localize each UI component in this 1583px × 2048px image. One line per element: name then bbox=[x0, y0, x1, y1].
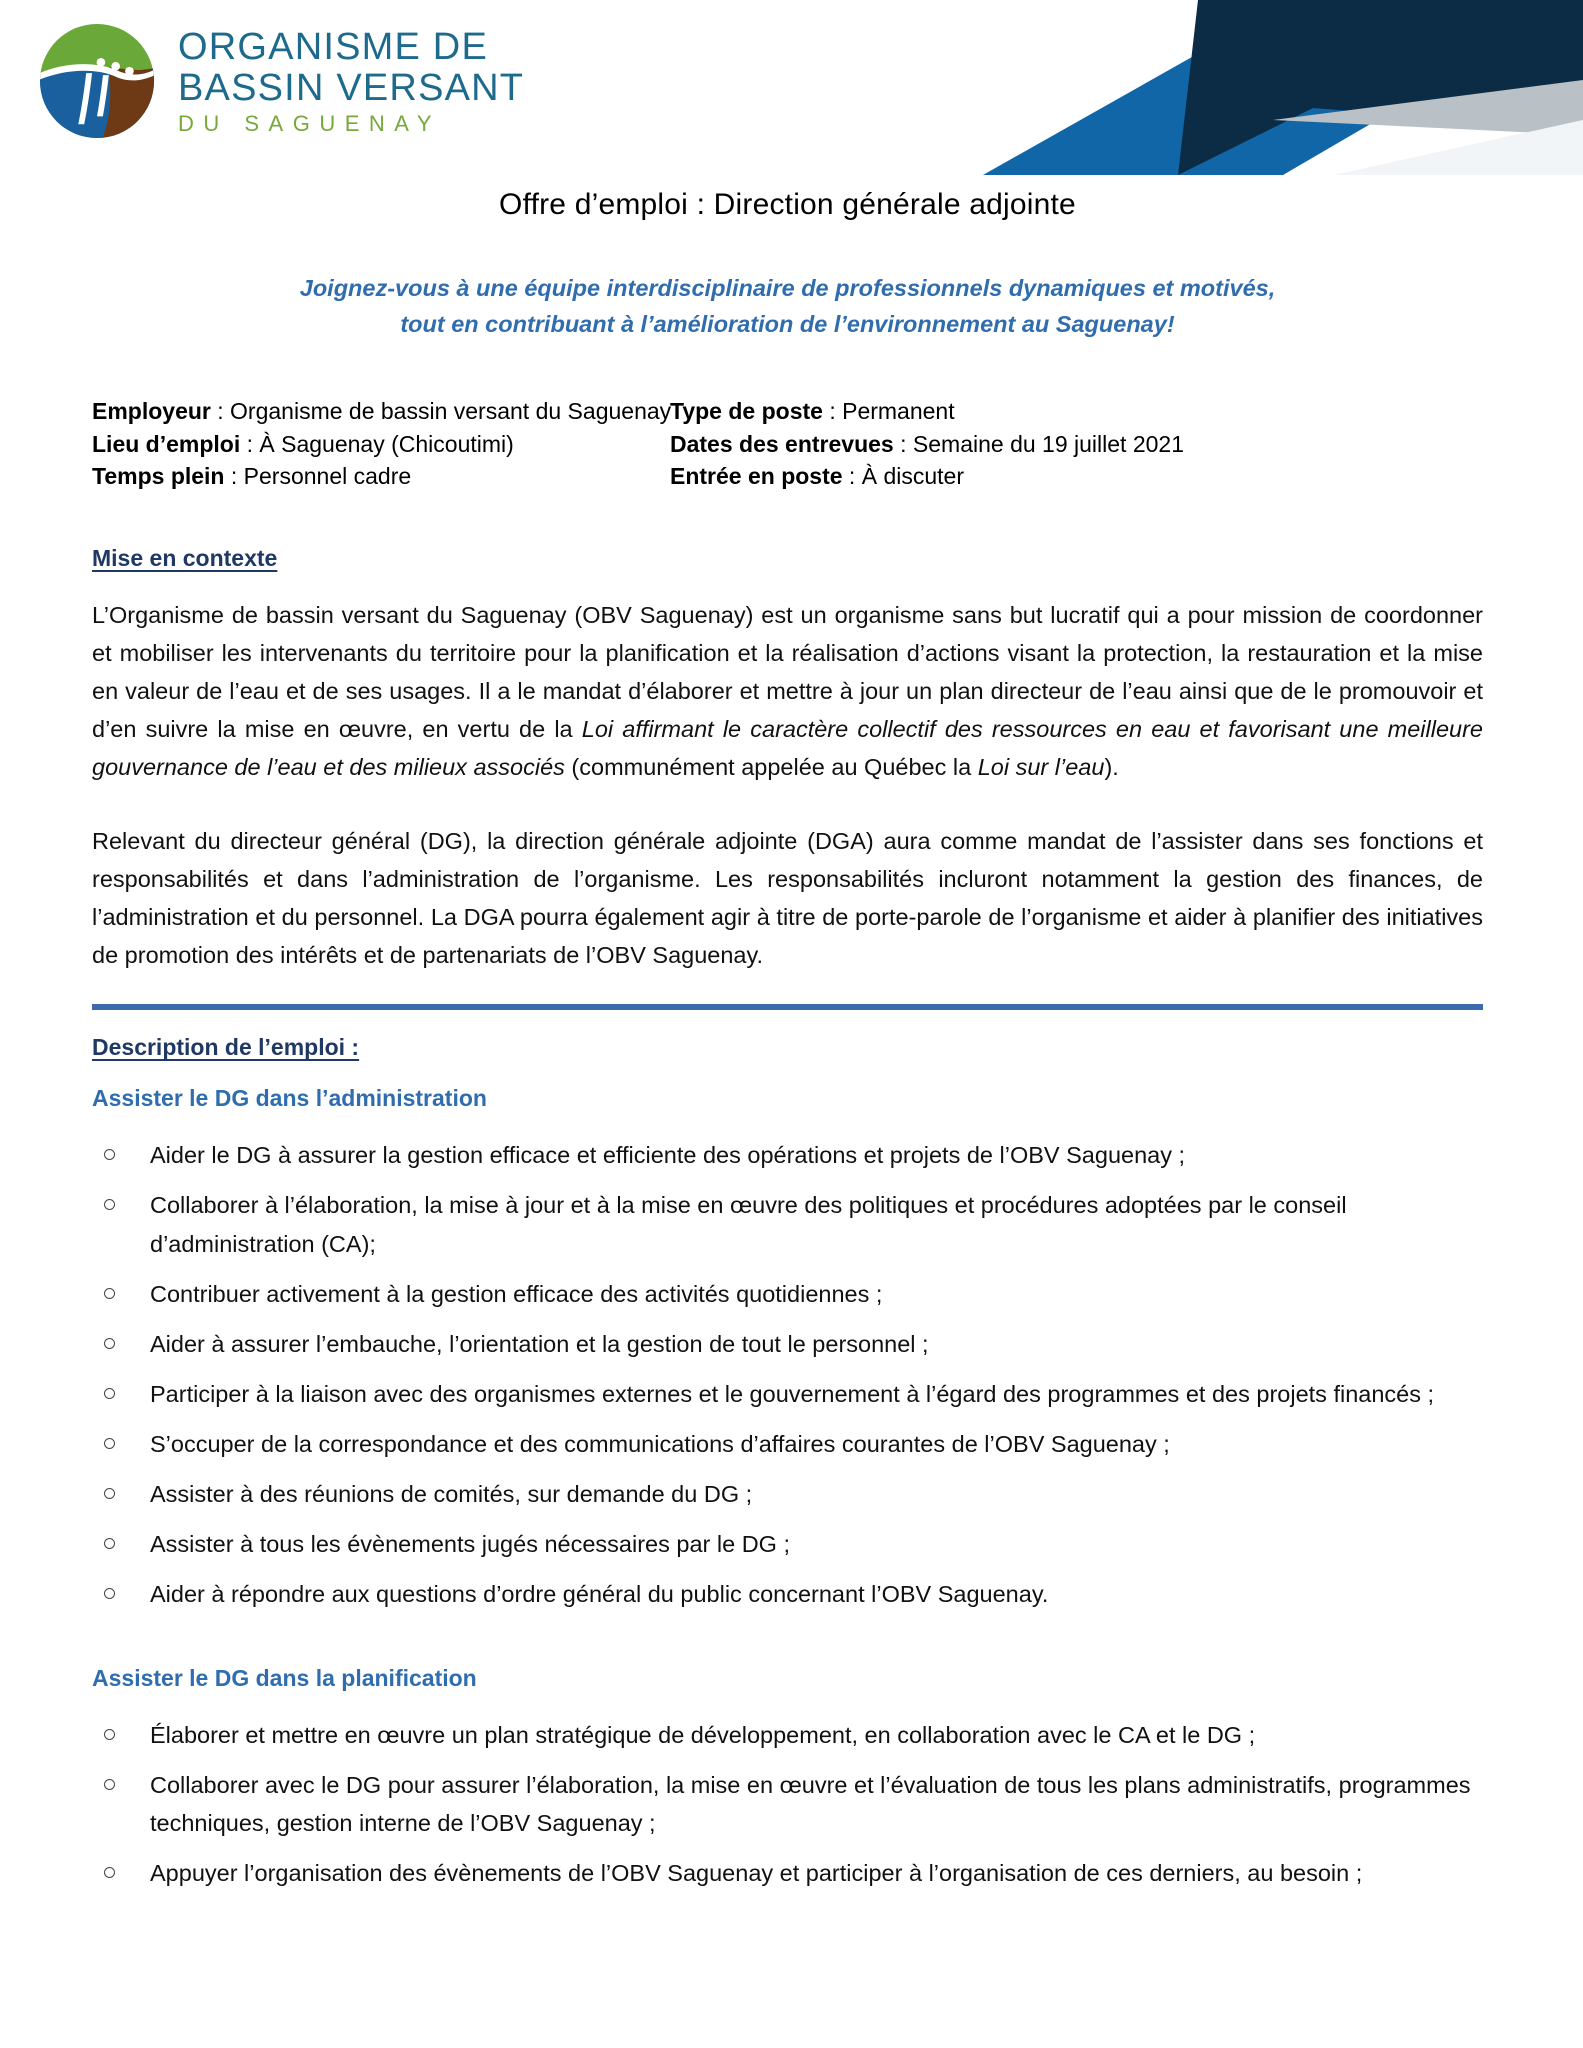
spacer bbox=[92, 1613, 1483, 1665]
list-item: Collaborer avec le DG pour assurer l’élaboration, la mise en œuvre et l’évaluation de tous les plans administratifs, programmes techniques, gestion interne de l’OBV Saguenay ; bbox=[92, 1766, 1483, 1842]
job-meta-grid bbox=[92, 395, 1483, 493]
spacer bbox=[92, 493, 1483, 545]
meta-sep-lieu: : bbox=[240, 430, 260, 457]
list-item: Contribuer activement à la gestion efficace des activités quotidiennes ; bbox=[92, 1275, 1483, 1313]
contexte-p1-part-b: (communément appelée au Québec la bbox=[564, 754, 978, 781]
corner-decoration-svg bbox=[983, 0, 1583, 175]
tagline-line-2: tout en contribuant à l’amélioration de l’environnement au Saguenay! bbox=[400, 311, 1175, 338]
page-header bbox=[0, 0, 1583, 160]
contexte-p1-part-a: L’Organisme de bassin versant du Saguenay (OBV Saguenay) est un organisme sans but lucratif qui a pour mission de coordonner et mobiliser les intervenants du territoire pour la planification et la réalisation d’actions visant la protection, la restauration et la mise en valeur de l’eau et de ses usages. Il a le mandat d’élaborer et mettre à jour un plan directeur de l’eau ainsi que de le promouvoir et d’en suivre la mise en œuvre, en vertu de la bbox=[92, 601, 1483, 742]
list-item: Collaborer à l’élaboration, la mise à jour et à la mise en œuvre des politiques et procédures adoptées par le conseil d’administration (CA); bbox=[92, 1186, 1483, 1262]
obv-saguenay-logo-icon bbox=[38, 22, 156, 140]
meta-sep-entree-poste: : bbox=[842, 463, 862, 490]
meta-label-lieu: Lieu d’emploi bbox=[92, 430, 241, 457]
meta-value-lieu: À Saguenay (Chicoutimi) bbox=[259, 430, 514, 457]
list-item: S’occuper de la correspondance et des communications d’affaires courantes de l’OBV Saguenay ; bbox=[92, 1425, 1483, 1463]
meta-label-entrevues: Dates des entrevues bbox=[670, 430, 894, 457]
meta-value-entree-poste: À discuter bbox=[861, 463, 964, 490]
meta-value-entrevues: Semaine du 19 juillet 2021 bbox=[912, 430, 1184, 457]
spacer bbox=[92, 1692, 1483, 1716]
spacer bbox=[92, 1010, 1483, 1034]
meta-sep-type-poste: : bbox=[822, 397, 843, 424]
meta-label-employeur: Employeur bbox=[92, 397, 211, 424]
meta-row-type-poste bbox=[670, 395, 1483, 428]
meta-label-entree-poste: Entrée en poste bbox=[670, 463, 843, 490]
task-list-planification bbox=[92, 1716, 1483, 1892]
meta-row-lieu bbox=[92, 428, 670, 461]
spacer bbox=[92, 786, 1483, 822]
meta-label-type-poste: Type de poste bbox=[670, 397, 823, 424]
paragraph-contexte-2: Relevant du directeur général (DG), la direction générale adjointe (DGA) aura comme mandat de l’assister dans ses fonctions et responsabilités et dans l’administration de l’organisme. Les responsabilités incluront notamment la gestion des finances, de l’administration et du personnel. La DGA pourra également agir à titre de porte-parole de l’organisme et aider à planifier des initiatives de promotion des intérêts et de partenariats de l’OBV Saguenay. bbox=[92, 828, 1483, 969]
list-item: Participer à la liaison avec des organismes externes et le gouvernement à l’égard des programmes et des projets financés ; bbox=[92, 1375, 1483, 1413]
meta-row-entrevues bbox=[670, 428, 1483, 461]
spacer bbox=[92, 572, 1483, 596]
meta-value-employeur: Organisme de bassin versant du Saguenay bbox=[230, 397, 672, 424]
logo-line-3: DU SAGUENAY bbox=[178, 110, 442, 136]
list-item: Assister à des réunions de comités, sur demande du DG ; bbox=[92, 1475, 1483, 1513]
list-item: Aider à répondre aux questions d’ordre général du public concernant l’OBV Saguenay. bbox=[92, 1575, 1483, 1613]
meta-value-temps-plein: Personnel cadre bbox=[243, 463, 412, 490]
contexte-p1-law-title-2: Loi sur l’eau bbox=[977, 754, 1105, 781]
task-list-administration bbox=[92, 1136, 1483, 1613]
list-item: Appuyer l’organisation des évènements de l’OBV Saguenay et participer à l’organisation de ces derniers, au besoin ; bbox=[92, 1854, 1483, 1892]
list-item: Élaborer et mettre en œuvre un plan stratégique de développement, en collaboration avec le CA et le DG ; bbox=[92, 1716, 1483, 1754]
contexte-p1-law-title-1: Loi affirmant le caractère collectif des ressources en eau et favorisant une meilleure gouvernance de l’eau et des milieux associés bbox=[92, 716, 1483, 781]
meta-label-temps-plein: Temps plein bbox=[92, 463, 225, 490]
spacer bbox=[92, 1112, 1483, 1136]
meta-sep-temps-plein: : bbox=[224, 463, 244, 490]
organization-logo bbox=[38, 22, 524, 140]
spacer bbox=[92, 1061, 1483, 1085]
tagline bbox=[253, 270, 1323, 343]
corner-decoration-graphic bbox=[983, 0, 1583, 175]
meta-row-entree-poste bbox=[670, 460, 1483, 493]
section-heading-mise-en-contexte: Mise en contexte bbox=[92, 544, 278, 571]
meta-sep-entrevues: : bbox=[893, 430, 913, 457]
list-item: Aider le DG à assurer la gestion efficace et efficiente des opérations et projets de l’OBV Saguenay ; bbox=[92, 1136, 1483, 1174]
paragraph-contexte-1 bbox=[92, 596, 1483, 786]
logo-line-1: ORGANISME DE bbox=[178, 25, 488, 68]
logo-wordmark bbox=[178, 25, 525, 136]
contexte-p1-part-c: ). bbox=[1104, 754, 1119, 781]
job-meta-right-column bbox=[670, 395, 1483, 493]
tagline-line-1: Joignez-vous à une équipe interdisciplinaire de professionnels dynamiques et motivés, bbox=[299, 275, 1276, 301]
section-heading-description-emploi: Description de l’emploi : bbox=[92, 1034, 360, 1061]
meta-sep-employeur: : bbox=[210, 397, 231, 424]
meta-row-temps-plein bbox=[92, 460, 670, 493]
page-title: Offre d’emploi : Direction générale adjointe bbox=[499, 188, 1076, 221]
document-body bbox=[0, 188, 1583, 1892]
list-item: Assister à tous les évènements jugés nécessaires par le DG ; bbox=[92, 1525, 1483, 1563]
subheading-assister-planification: Assister le DG dans la planification bbox=[92, 1665, 477, 1691]
meta-value-type-poste: Permanent bbox=[842, 397, 955, 424]
list-item: Aider à assurer l’embauche, l’orientation et la gestion de tout le personnel ; bbox=[92, 1325, 1483, 1363]
meta-row-employeur bbox=[92, 395, 670, 428]
subheading-assister-administration: Assister le DG dans l’administration bbox=[92, 1085, 487, 1112]
job-meta-left-column bbox=[92, 395, 670, 493]
logo-line-2: BASSIN VERSANT bbox=[178, 66, 525, 109]
